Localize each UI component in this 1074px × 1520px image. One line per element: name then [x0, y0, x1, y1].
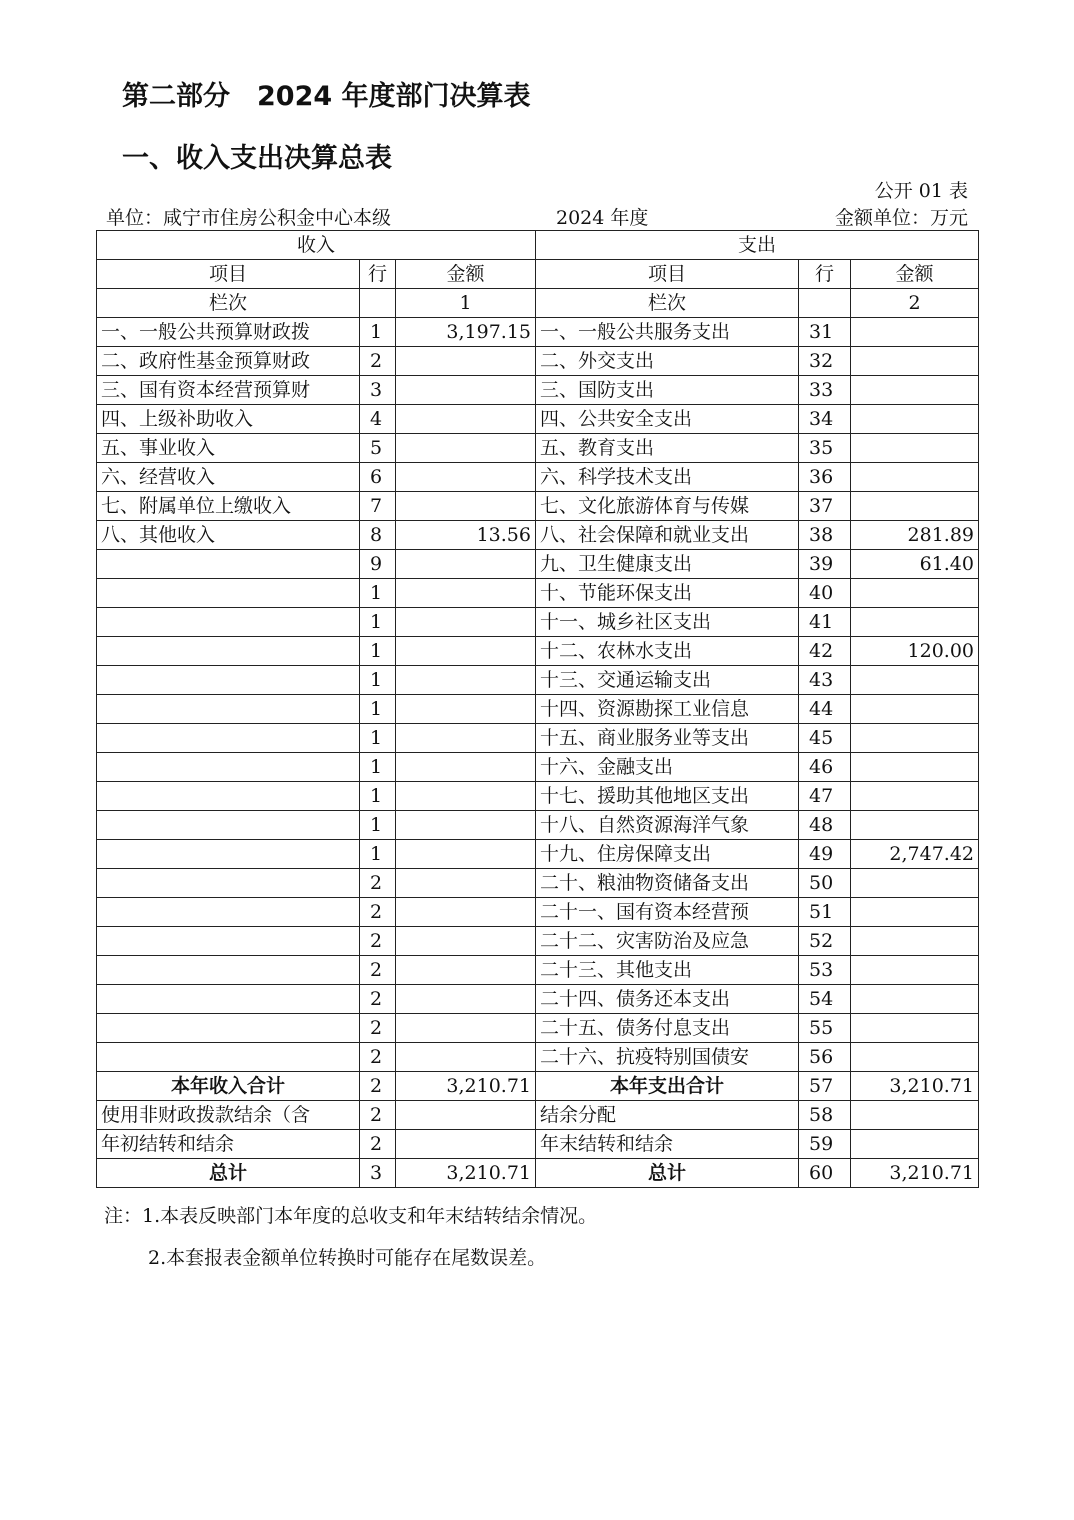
income-item: [97, 550, 360, 579]
income-amount: [396, 869, 536, 898]
expense-line: 54: [799, 985, 851, 1014]
table-row: [97, 463, 979, 492]
expense-amount: 2,747.42: [851, 840, 979, 869]
table-row: [97, 608, 979, 637]
income-line: 2: [360, 956, 396, 985]
income-line: 2: [360, 1014, 396, 1043]
income-item: 总计: [97, 1159, 360, 1188]
expense-item-header: 项目: [536, 260, 799, 289]
income-item: 七、附属单位上缴收入: [97, 492, 360, 521]
income-line: 2: [360, 898, 396, 927]
income-item: 八、其他收入: [97, 521, 360, 550]
subtotal-row: [97, 1072, 979, 1101]
expense-line: 43: [799, 666, 851, 695]
expense-item: 二十四、债务还本支出: [536, 985, 799, 1014]
expense-line: 48: [799, 811, 851, 840]
income-amount: [396, 1101, 536, 1130]
income-amount: [396, 1043, 536, 1072]
expense-amount: [851, 666, 979, 695]
expense-line: 37: [799, 492, 851, 521]
expense-item: 三、国防支出: [536, 376, 799, 405]
income-item: [97, 927, 360, 956]
expense-amount: 281.89: [851, 521, 979, 550]
table-row: [97, 724, 979, 753]
income-line: 2: [360, 1072, 396, 1101]
income-amount: [396, 782, 536, 811]
expense-item: 十八、自然资源海洋气象: [536, 811, 799, 840]
expense-line: 60: [799, 1159, 851, 1188]
expense-line: 57: [799, 1072, 851, 1101]
table-row: [97, 666, 979, 695]
income-line: 1: [360, 608, 396, 637]
income-amount: [396, 985, 536, 1014]
expense-item: 十二、农林水支出: [536, 637, 799, 666]
income-line: 4: [360, 405, 396, 434]
income-item: 本年收入合计: [97, 1072, 360, 1101]
income-header: 收入: [97, 231, 536, 260]
income-line: 2: [360, 1043, 396, 1072]
income-amount: [396, 956, 536, 985]
income-line: 1: [360, 724, 396, 753]
income-line: 1: [360, 695, 396, 724]
table-row: [97, 956, 979, 985]
income-item: [97, 637, 360, 666]
expense-line: 40: [799, 579, 851, 608]
income-amount: 3,210.71: [396, 1159, 536, 1188]
income-amount: [396, 463, 536, 492]
income-amount: [396, 434, 536, 463]
table-row: [97, 434, 979, 463]
income-amount: 3,197.15: [396, 318, 536, 347]
income-amount: [396, 492, 536, 521]
income-amount: [396, 376, 536, 405]
expense-line: 50: [799, 869, 851, 898]
expense-line: 56: [799, 1043, 851, 1072]
expense-amount: [851, 985, 979, 1014]
income-amount: [396, 1130, 536, 1159]
expense-line: 41: [799, 608, 851, 637]
expense-line: 52: [799, 927, 851, 956]
income-amount: [396, 811, 536, 840]
expense-item: 十九、住房保障支出: [536, 840, 799, 869]
expense-amount: 3,210.71: [851, 1072, 979, 1101]
income-item: [97, 666, 360, 695]
table-row: [97, 753, 979, 782]
expense-line: 38: [799, 521, 851, 550]
income-line: 1: [360, 666, 396, 695]
expense-amount: [851, 463, 979, 492]
expense-line: 51: [799, 898, 851, 927]
expense-header: 支出: [536, 231, 979, 260]
expense-line: 49: [799, 840, 851, 869]
note-1: 注：1.本表反映部门本年度的总收支和年末结转结余情况。: [104, 1205, 598, 1227]
expense-amount: 61.40: [851, 550, 979, 579]
expense-item: 二十三、其他支出: [536, 956, 799, 985]
table-row: [97, 550, 979, 579]
income-amount: [396, 347, 536, 376]
expense-item: 本年支出合计: [536, 1072, 799, 1101]
column-index-row: [97, 289, 979, 318]
expense-amount: [851, 1014, 979, 1043]
table-row: [97, 695, 979, 724]
table-row: [97, 811, 979, 840]
income-item: [97, 985, 360, 1014]
note-2: 2.本套报表金额单位转换时可能存在尾数误差。: [148, 1247, 547, 1269]
table-row: [97, 927, 979, 956]
expense-line: 44: [799, 695, 851, 724]
expense-amount: [851, 753, 979, 782]
expense-line: 45: [799, 724, 851, 753]
expense-line: 59: [799, 1130, 851, 1159]
income-line: 2: [360, 1130, 396, 1159]
section-header-row: [97, 231, 979, 260]
income-line: 1: [360, 318, 396, 347]
income-line: 3: [360, 376, 396, 405]
income-item: [97, 898, 360, 927]
income-amount: [396, 724, 536, 753]
table-row: [97, 869, 979, 898]
expense-item: 结余分配: [536, 1101, 799, 1130]
income-amount: [396, 579, 536, 608]
expense-item: 八、社会保障和就业支出: [536, 521, 799, 550]
income-line: 1: [360, 840, 396, 869]
expense-item: 年末结转和结余: [536, 1130, 799, 1159]
income-line: 2: [360, 1101, 396, 1130]
income-amount: [396, 405, 536, 434]
expense-item: 九、卫生健康支出: [536, 550, 799, 579]
expense-amount: [851, 579, 979, 608]
expense-amount: 3,210.71: [851, 1159, 979, 1188]
expense-amount: [851, 405, 979, 434]
expense-amount: [851, 608, 979, 637]
income-item: [97, 782, 360, 811]
expense-item: 十五、商业服务业等支出: [536, 724, 799, 753]
expense-index-number: 2: [851, 289, 979, 318]
table-row: [97, 318, 979, 347]
income-item: 四、上级补助收入: [97, 405, 360, 434]
income-amount: [396, 840, 536, 869]
expense-line: 31: [799, 318, 851, 347]
expense-amount: [851, 1130, 979, 1159]
page-title: 第二部分 2024 年度部门决算表: [122, 81, 531, 112]
income-item: [97, 753, 360, 782]
year-label: 2024 年度: [556, 207, 649, 229]
income-amount: [396, 550, 536, 579]
table-row: [97, 579, 979, 608]
expense-item: 二、外交支出: [536, 347, 799, 376]
table-row: [97, 1043, 979, 1072]
income-item: 三、国有资本经营预算财: [97, 376, 360, 405]
expense-item: 二十、粮油物资储备支出: [536, 869, 799, 898]
table-row: [97, 985, 979, 1014]
expense-line: 58: [799, 1101, 851, 1130]
income-line: 1: [360, 637, 396, 666]
expense-line: 55: [799, 1014, 851, 1043]
income-item: 六、经营收入: [97, 463, 360, 492]
expense-amount: [851, 956, 979, 985]
expense-line: 36: [799, 463, 851, 492]
expense-item: 六、科学技术支出: [536, 463, 799, 492]
income-line: 2: [360, 927, 396, 956]
income-amount: 13.56: [396, 521, 536, 550]
income-item: 年初结转和结余: [97, 1130, 360, 1159]
income-line: 8: [360, 521, 396, 550]
income-line: 1: [360, 782, 396, 811]
expense-amount: [851, 724, 979, 753]
income-line: 2: [360, 347, 396, 376]
expense-index-line: [799, 289, 851, 318]
income-amount: [396, 608, 536, 637]
income-item: [97, 695, 360, 724]
expense-amount: [851, 347, 979, 376]
income-line: 1: [360, 811, 396, 840]
income-index-label: 栏次: [97, 289, 360, 318]
expense-item: 十一、城乡社区支出: [536, 608, 799, 637]
expense-item: 二十六、抗疫特别国债安: [536, 1043, 799, 1072]
expense-line: 39: [799, 550, 851, 579]
table-row: [97, 840, 979, 869]
income-item-header: 项目: [97, 260, 360, 289]
income-expense-table: [96, 230, 979, 1188]
expense-amount: [851, 318, 979, 347]
expense-line: 32: [799, 347, 851, 376]
expense-item: 七、文化旅游体育与传媒: [536, 492, 799, 521]
income-item: 二、政府性基金预算财政: [97, 347, 360, 376]
expense-amount: [851, 898, 979, 927]
expense-amount: [851, 434, 979, 463]
table-row: [97, 521, 979, 550]
expense-item: 总计: [536, 1159, 799, 1188]
table-row: [97, 1130, 979, 1159]
table-row: [97, 1101, 979, 1130]
income-line: 6: [360, 463, 396, 492]
income-item: 五、事业收入: [97, 434, 360, 463]
table-code: 公开 01 表: [874, 180, 968, 202]
expense-amount: [851, 1043, 979, 1072]
expense-amount-header: 金额: [851, 260, 979, 289]
income-line: 2: [360, 869, 396, 898]
income-line: 2: [360, 985, 396, 1014]
table-row: [97, 376, 979, 405]
income-item: [97, 956, 360, 985]
income-amount: [396, 753, 536, 782]
table-row: [97, 492, 979, 521]
income-item: [97, 579, 360, 608]
expense-line: 33: [799, 376, 851, 405]
income-item: [97, 869, 360, 898]
income-line: 5: [360, 434, 396, 463]
income-amount: 3,210.71: [396, 1072, 536, 1101]
income-index-line: [360, 289, 396, 318]
expense-index-label: 栏次: [536, 289, 799, 318]
expense-amount: [851, 811, 979, 840]
total-row: [97, 1159, 979, 1188]
table-row: [97, 898, 979, 927]
income-line: 1: [360, 753, 396, 782]
section-title: 一、收入支出决算总表: [122, 143, 392, 174]
expense-amount: [851, 492, 979, 521]
expense-amount: 120.00: [851, 637, 979, 666]
income-line: 9: [360, 550, 396, 579]
expense-line: 34: [799, 405, 851, 434]
income-amount: [396, 927, 536, 956]
table-row: [97, 1014, 979, 1043]
income-amount: [396, 898, 536, 927]
expense-item: 四、公共安全支出: [536, 405, 799, 434]
expense-item: 二十五、债务付息支出: [536, 1014, 799, 1043]
expense-item: 十七、援助其他地区支出: [536, 782, 799, 811]
income-amount: [396, 695, 536, 724]
expense-item: 十六、金融支出: [536, 753, 799, 782]
expense-line: 42: [799, 637, 851, 666]
expense-line: 53: [799, 956, 851, 985]
expense-line-header: 行: [799, 260, 851, 289]
income-item: [97, 840, 360, 869]
income-item: 使用非财政拨款结余（含: [97, 1101, 360, 1130]
expense-amount: [851, 376, 979, 405]
income-amount: [396, 637, 536, 666]
expense-line: 46: [799, 753, 851, 782]
expense-amount: [851, 927, 979, 956]
table-row: [97, 782, 979, 811]
income-item: [97, 1043, 360, 1072]
expense-item: 十四、资源勘探工业信息: [536, 695, 799, 724]
money-unit-label: 金额单位：万元: [834, 207, 968, 229]
expense-amount: [851, 695, 979, 724]
expense-item: 二十一、国有资本经营预: [536, 898, 799, 927]
table-row: [97, 637, 979, 666]
income-item: 一、一般公共预算财政拨: [97, 318, 360, 347]
income-item: [97, 1014, 360, 1043]
income-amount-header: 金额: [396, 260, 536, 289]
income-line: 1: [360, 579, 396, 608]
income-index-number: 1: [396, 289, 536, 318]
expense-item: 五、教育支出: [536, 434, 799, 463]
income-line: 7: [360, 492, 396, 521]
income-item: [97, 608, 360, 637]
income-line: 3: [360, 1159, 396, 1188]
expense-item: 一、一般公共服务支出: [536, 318, 799, 347]
table-row: [97, 405, 979, 434]
expense-line: 47: [799, 782, 851, 811]
table-row: [97, 347, 979, 376]
expense-amount: [851, 1101, 979, 1130]
expense-amount: [851, 869, 979, 898]
expense-line: 35: [799, 434, 851, 463]
income-item: [97, 811, 360, 840]
column-header-row: [97, 260, 979, 289]
expense-item: 十三、交通运输支出: [536, 666, 799, 695]
expense-item: 十、节能环保支出: [536, 579, 799, 608]
income-amount: [396, 666, 536, 695]
income-line-header: 行: [360, 260, 396, 289]
expense-amount: [851, 782, 979, 811]
expense-item: 二十二、灾害防治及应急: [536, 927, 799, 956]
unit-label: 单位：咸宁市住房公积金中心本级: [106, 207, 392, 229]
income-item: [97, 724, 360, 753]
income-amount: [396, 1014, 536, 1043]
